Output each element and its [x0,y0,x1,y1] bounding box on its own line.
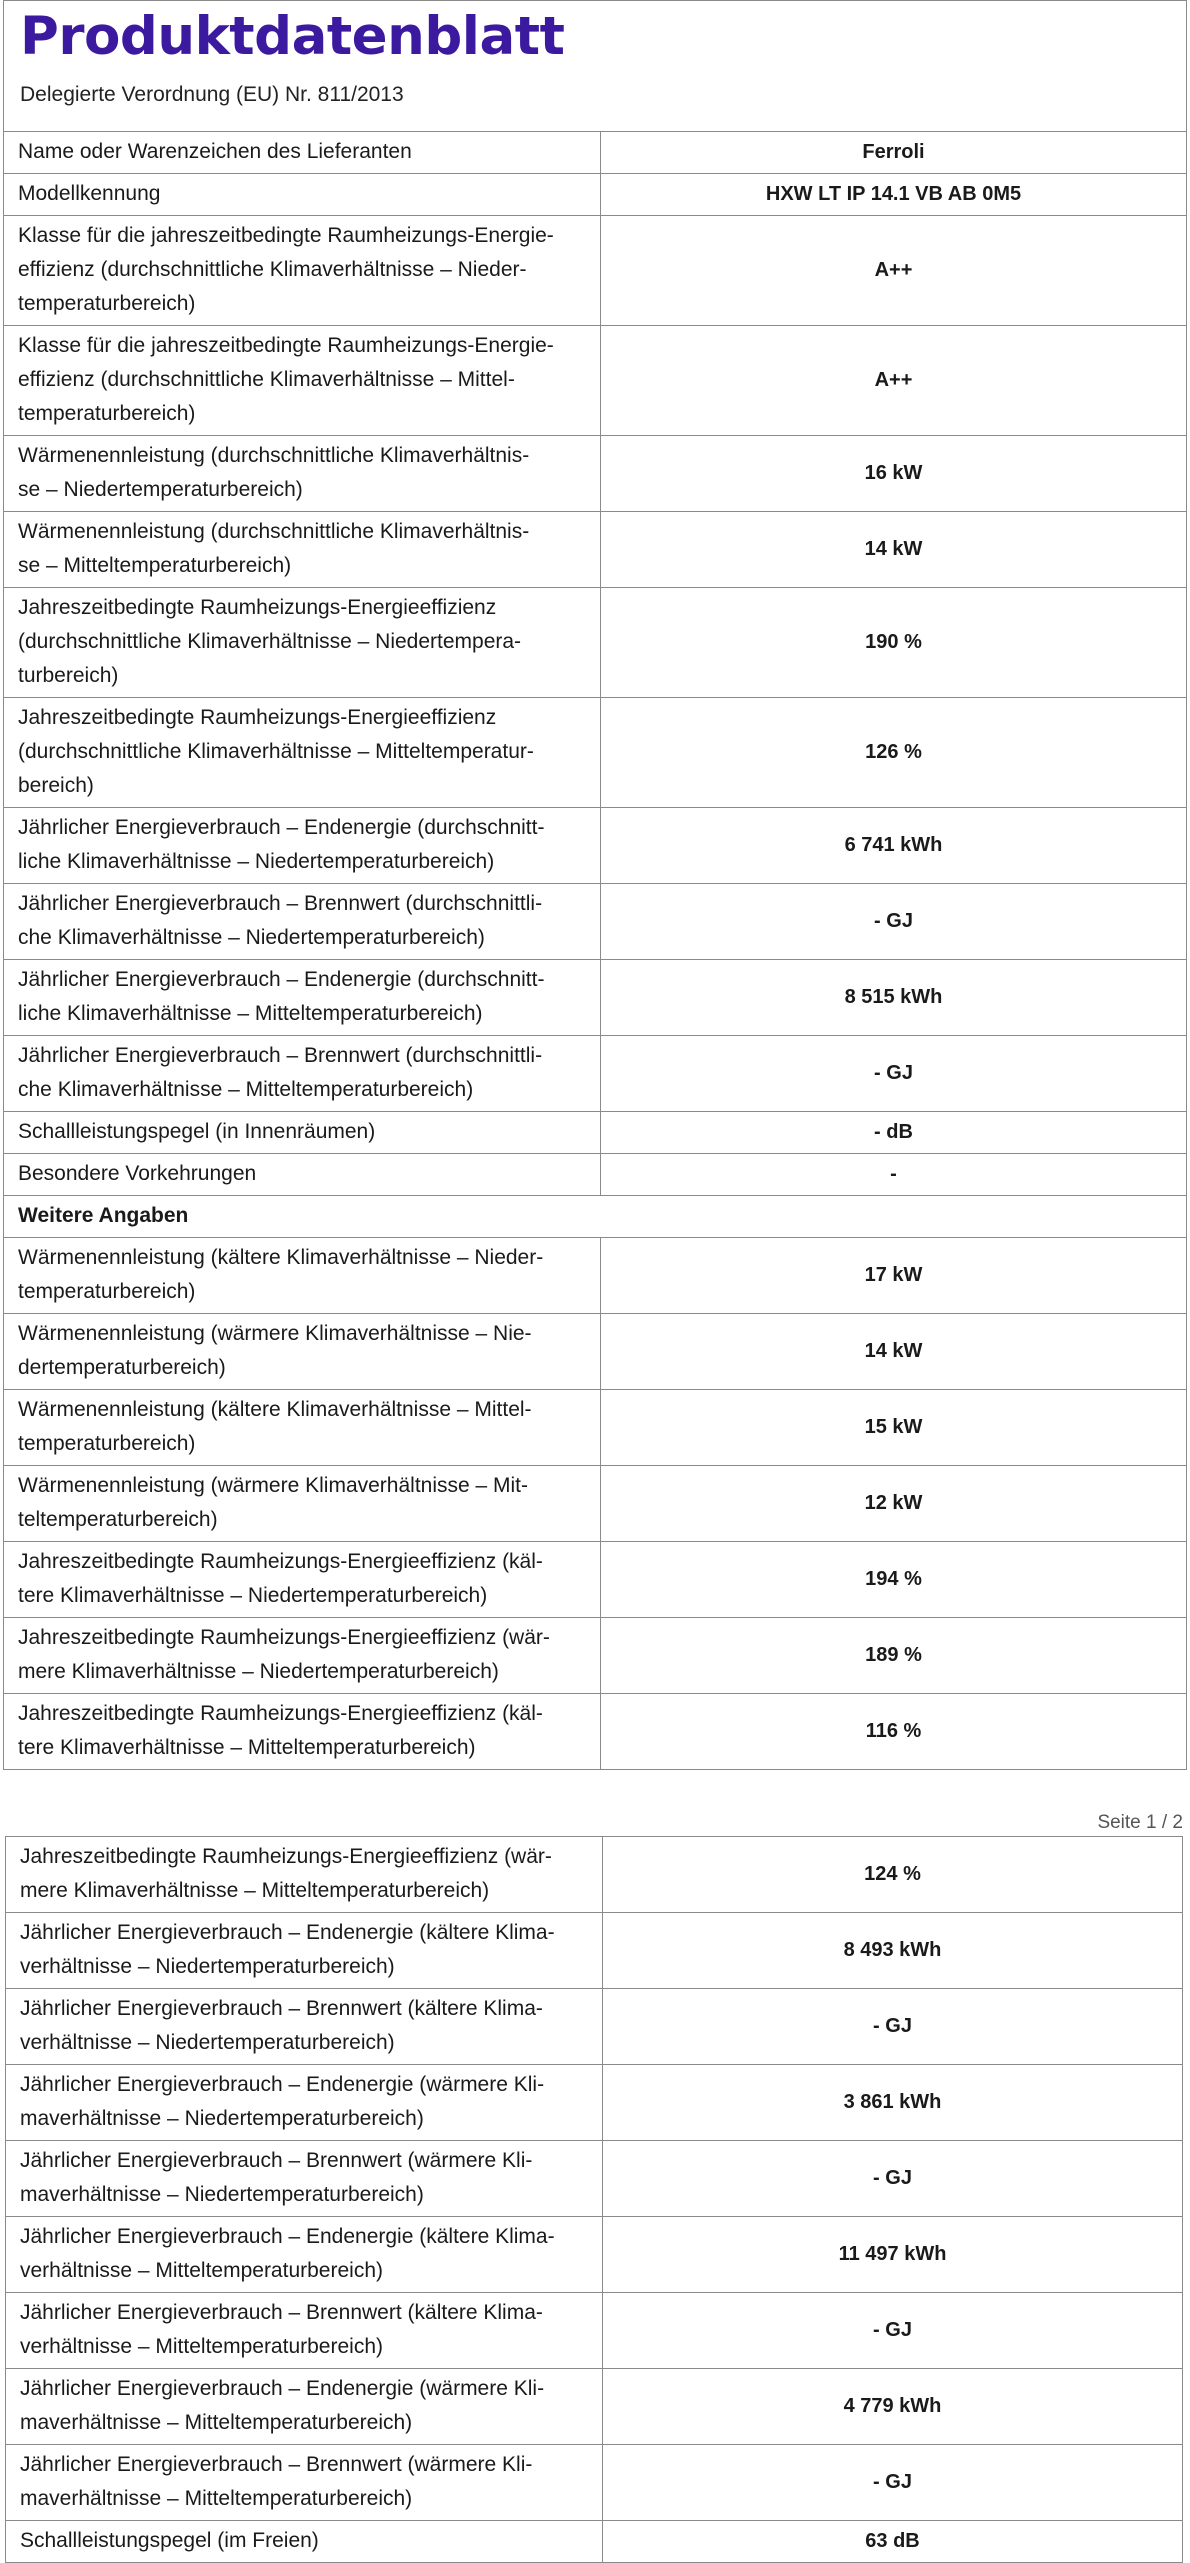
row-value: - GJ [603,1989,1183,2065]
row-label: Jährlicher Energieverbrauch – Brennwert (durchschnittli- che Klimaverhältnisse – Mitteltemperaturbereich) [4,1036,601,1112]
row-label: Jährlicher Energieverbrauch – Endenergie (durchschnitt- liche Klimaverhältnisse – Mitteltemperaturbereich) [4,960,601,1036]
table-row [6,2521,1183,2563]
main-data-rows [4,132,1187,1196]
table-row [4,1542,1187,1618]
row-value: - GJ [603,2445,1183,2521]
row-value: - [601,1154,1187,1196]
datasheet-page-2 [5,1812,1183,2563]
row-label: Besondere Vorkehrungen [4,1154,601,1196]
table-row [4,1314,1187,1390]
row-label: Jährlicher Energieverbrauch – Endenergie (kältere Klima- verhältnisse – Mitteltemperaturbereich) [6,2217,603,2293]
row-value: - GJ [601,1036,1187,1112]
row-label: Jährlicher Energieverbrauch – Endenergie (wärmere Kli- maverhältnisse – Mitteltemperaturbereich) [6,2369,603,2445]
page-title: Produktdatenblatt [20,6,565,67]
table-row [4,1238,1187,1314]
table-row [4,326,1187,436]
row-label: Klasse für die jahreszeitbedingte Raumheizungs-Energie- effizienz (durchschnittliche Klimaverhältnisse – Mittel- temperaturbereich) [4,326,601,436]
row-value: A++ [601,216,1187,326]
row-value: 14 kW [601,512,1187,588]
row-value: 15 kW [601,1390,1187,1466]
row-value: 63 dB [603,2521,1183,2563]
title-box [3,0,1187,131]
row-label: Jährlicher Energieverbrauch – Brennwert (durchschnittli- che Klimaverhältnisse – Niedertemperaturbereich) [4,884,601,960]
table-row [4,960,1187,1036]
row-label: Jahreszeitbedingte Raumheizungs-Energieeffizienz (wär- mere Klimaverhältnisse – Mitteltemperaturbereich) [6,1837,603,1913]
row-value: 8 515 kWh [601,960,1187,1036]
row-label: Wärmenennleistung (kältere Klimaverhältnisse – Mittel- temperaturbereich) [4,1390,601,1466]
table-row [6,2065,1183,2141]
row-value: 194 % [601,1542,1187,1618]
table-row [6,2293,1183,2369]
row-label: Wärmenennleistung (wärmere Klimaverhältnisse – Nie- dertemperaturbereich) [4,1314,601,1390]
row-value: 16 kW [601,436,1187,512]
table-row [4,1036,1187,1112]
row-label: Jährlicher Energieverbrauch – Endenergie (wärmere Kli- maverhältnisse – Niedertemperaturbereich) [6,2065,603,2141]
row-value: A++ [601,326,1187,436]
row-value: 126 % [601,698,1187,808]
table-row [4,588,1187,698]
product-data-table [3,131,1187,1770]
row-label: Wärmenennleistung (kältere Klimaverhältnisse – Nieder- temperaturbereich) [4,1238,601,1314]
row-label: Jährlicher Energieverbrauch – Brennwert (kältere Klima- verhältnisse – Niedertemperaturbereich) [6,1989,603,2065]
table-row [6,2141,1183,2217]
datasheet-page-1 [3,0,1187,1770]
table-row [4,1390,1187,1466]
row-value: Ferroli [601,132,1187,174]
row-label: Jahreszeitbedingte Raumheizungs-Energieeffizienz (wär- mere Klimaverhältnisse – Niedertemperaturbereich) [4,1618,601,1694]
table-row [4,512,1187,588]
table-row [4,1112,1187,1154]
row-value: 8 493 kWh [603,1913,1183,1989]
page-number: Seite 1 / 2 [1097,1812,1183,1833]
table-row [4,884,1187,960]
additional-data-rows [4,1238,1187,1770]
row-value: 124 % [603,1837,1183,1913]
continued-data-rows [6,1837,1183,2563]
row-label: Name oder Warenzeichen des Lieferanten [4,132,601,174]
row-label: Jährlicher Energieverbrauch – Brennwert (wärmere Kli- maverhältnisse – Mitteltemperaturbereich) [6,2445,603,2521]
row-value: 6 741 kWh [601,808,1187,884]
table-row [4,1694,1187,1770]
table-row [6,2369,1183,2445]
row-value: 11 497 kWh [603,2217,1183,2293]
row-label: Jahreszeitbedingte Raumheizungs-Energieeffizienz (käl- tere Klimaverhältnisse – Mitteltemperaturbereich) [4,1694,601,1770]
table-row [6,2445,1183,2521]
section-row [4,1196,1187,1238]
row-value: 189 % [601,1618,1187,1694]
row-value: 3 861 kWh [603,2065,1183,2141]
table-row [4,1466,1187,1542]
row-label: Jährlicher Energieverbrauch – Brennwert (wärmere Kli- maverhältnisse – Niedertemperaturbereich) [6,2141,603,2217]
row-value: HXW LT IP 14.1 VB AB 0M5 [601,174,1187,216]
row-label: Jährlicher Energieverbrauch – Brennwert (kältere Klima- verhältnisse – Mitteltemperaturbereich) [6,2293,603,2369]
row-label: Jahreszeitbedingte Raumheizungs-Energieeffizienz (durchschnittliche Klimaverhältnisse – Mitteltemperatur- bereich) [4,698,601,808]
row-label: Klasse für die jahreszeitbedingte Raumheizungs-Energie- effizienz (durchschnittliche Klimaverhältnisse – Nieder- temperaturbereich) [4,216,601,326]
regulation-subtitle: Delegierte Verordnung (EU) Nr. 811/2013 [20,83,404,106]
row-value: 14 kW [601,1314,1187,1390]
row-value: 190 % [601,588,1187,698]
table-row [4,174,1187,216]
row-label: Jährlicher Energieverbrauch – Endenergie (durchschnitt- liche Klimaverhältnisse – Niedertemperaturbereich) [4,808,601,884]
table-row [4,808,1187,884]
row-value: - GJ [601,884,1187,960]
row-value: 17 kW [601,1238,1187,1314]
row-value: 12 kW [601,1466,1187,1542]
section-title: Weitere Angaben [4,1196,1187,1238]
table-row [4,698,1187,808]
row-label: Schallleistungspegel (in Innenräumen) [4,1112,601,1154]
row-value: 116 % [601,1694,1187,1770]
row-label: Wärmenennleistung (durchschnittliche Klimaverhältnis- se – Niedertemperaturbereich) [4,436,601,512]
row-label: Wärmenennleistung (wärmere Klimaverhältnisse – Mit- teltemperaturbereich) [4,1466,601,1542]
table-row [6,1989,1183,2065]
table-row [4,216,1187,326]
continued-data-table [5,1836,1183,2563]
row-label: Wärmenennleistung (durchschnittliche Klimaverhältnis- se – Mitteltemperaturbereich) [4,512,601,588]
table-row [6,1913,1183,1989]
table-row [4,1154,1187,1196]
section-header-rows [4,1196,1187,1238]
row-label: Jahreszeitbedingte Raumheizungs-Energieeffizienz (käl- tere Klimaverhältnisse – Niedertemperaturbereich) [4,1542,601,1618]
row-label: Modellkennung [4,174,601,216]
row-label: Jährlicher Energieverbrauch – Endenergie (kältere Klima- verhältnisse – Niedertemperaturbereich) [6,1913,603,1989]
table-row [4,132,1187,174]
table-row [6,1837,1183,1913]
row-value: 4 779 kWh [603,2369,1183,2445]
table-row [6,2217,1183,2293]
table-row [4,1618,1187,1694]
row-value: - GJ [603,2141,1183,2217]
row-value: - GJ [603,2293,1183,2369]
row-value: - dB [601,1112,1187,1154]
row-label: Schallleistungspegel (im Freien) [6,2521,603,2563]
row-label: Jahreszeitbedingte Raumheizungs-Energieeffizienz (durchschnittliche Klimaverhältnisse – Niedertempera- turbereich) [4,588,601,698]
table-row [4,436,1187,512]
